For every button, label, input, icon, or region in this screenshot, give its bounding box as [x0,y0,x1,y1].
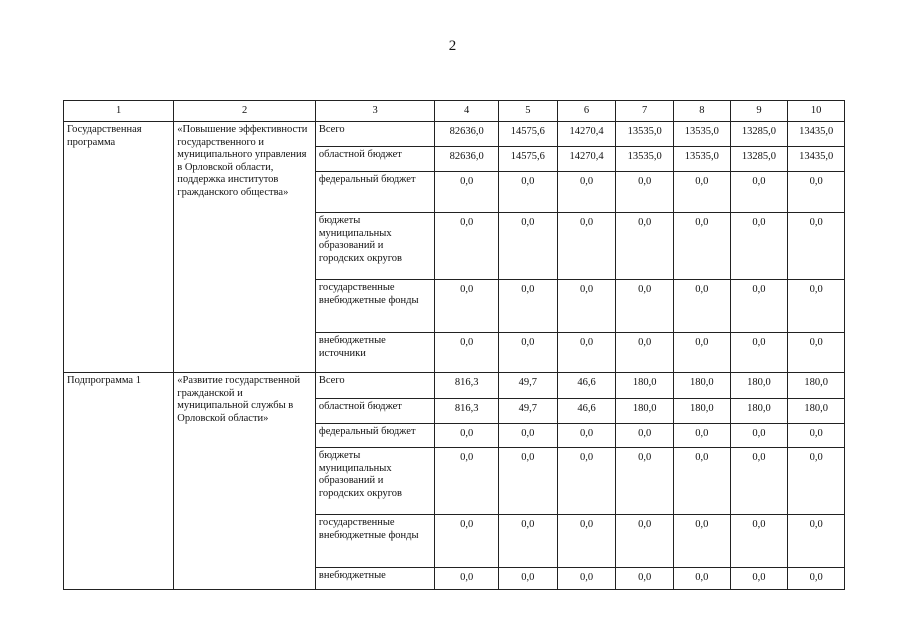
value-cell: 13535,0 [674,122,731,147]
value-cell: 0,0 [616,333,674,373]
header-cell: 10 [788,101,845,122]
value-cell: 13535,0 [616,147,674,172]
value-cell: 49,7 [499,399,558,424]
value-cell: 816,3 [435,373,499,399]
value-cell: 0,0 [616,172,674,213]
funding-source: областной бюджет [315,147,434,172]
value-cell: 0,0 [730,568,788,590]
value-cell: 0,0 [616,568,674,590]
value-cell: 0,0 [557,172,616,213]
header-cell: 3 [315,101,434,122]
value-cell: 0,0 [435,280,499,333]
funding-source: федеральный бюджет [315,424,434,448]
value-cell: 0,0 [557,515,616,568]
value-cell: 0,0 [499,213,558,280]
value-cell: 0,0 [730,424,788,448]
value-cell: 82636,0 [435,122,499,147]
program-name: «Повышение эффективности государственного и муниципального управления в Орловской области, поддержка институтов гражданского общества» [174,122,316,373]
value-cell: 0,0 [730,448,788,515]
value-cell: 0,0 [730,172,788,213]
value-cell: 0,0 [674,424,731,448]
value-cell: 0,0 [499,448,558,515]
value-cell: 180,0 [616,399,674,424]
value-cell: 14270,4 [557,147,616,172]
value-cell: 0,0 [616,448,674,515]
value-cell: 0,0 [674,172,731,213]
funding-source: федеральный бюджет [315,172,434,213]
header-cell: 8 [674,101,731,122]
value-cell: 0,0 [674,568,731,590]
program-type: Государственная программа [64,122,174,373]
value-cell: 180,0 [788,399,845,424]
value-cell: 180,0 [674,399,731,424]
value-cell: 82636,0 [435,147,499,172]
header-cell: 5 [499,101,558,122]
value-cell: 0,0 [788,213,845,280]
value-cell: 0,0 [674,213,731,280]
value-cell: 0,0 [499,515,558,568]
value-cell: 0,0 [557,568,616,590]
value-cell: 0,0 [435,172,499,213]
value-cell: 180,0 [730,373,788,399]
header-row [64,101,845,122]
value-cell: 0,0 [435,515,499,568]
value-cell: 0,0 [730,213,788,280]
value-cell: 0,0 [435,424,499,448]
value-cell: 49,7 [499,373,558,399]
value-cell: 13285,0 [730,147,788,172]
value-cell: 0,0 [499,568,558,590]
header-cell: 9 [730,101,788,122]
value-cell: 14270,4 [557,122,616,147]
value-cell: 0,0 [499,333,558,373]
value-cell: 0,0 [674,515,731,568]
value-cell: 14575,6 [499,147,558,172]
value-cell: 0,0 [557,333,616,373]
value-cell: 0,0 [788,568,845,590]
value-cell: 0,0 [499,172,558,213]
value-cell: 0,0 [557,213,616,280]
header-cell: 2 [174,101,316,122]
value-cell: 0,0 [499,424,558,448]
value-cell: 13435,0 [788,147,845,172]
header-cell: 7 [616,101,674,122]
value-cell: 0,0 [674,333,731,373]
value-cell: 13535,0 [616,122,674,147]
header-cell: 1 [64,101,174,122]
table-row [64,373,845,399]
funding-source: внебюджетные источники [315,333,434,373]
value-cell: 0,0 [557,424,616,448]
value-cell: 0,0 [730,280,788,333]
value-cell: 180,0 [730,399,788,424]
value-cell: 0,0 [435,213,499,280]
program-type: Подпрограмма 1 [64,373,174,590]
value-cell: 816,3 [435,399,499,424]
value-cell: 0,0 [788,280,845,333]
value-cell: 0,0 [557,448,616,515]
header-cell: 6 [557,101,616,122]
value-cell: 0,0 [730,515,788,568]
funding-source: Всего [315,122,434,147]
value-cell: 0,0 [499,280,558,333]
value-cell: 180,0 [674,373,731,399]
value-cell: 0,0 [435,333,499,373]
value-cell: 0,0 [674,448,731,515]
value-cell: 13535,0 [674,147,731,172]
value-cell: 0,0 [435,568,499,590]
funding-source: бюджеты муниципальных образований и городских округов [315,213,434,280]
value-cell: 0,0 [788,448,845,515]
value-cell: 180,0 [788,373,845,399]
value-cell: 14575,6 [499,122,558,147]
funding-source: внебюджетные [315,568,434,590]
value-cell: 46,6 [557,373,616,399]
funding-source: областной бюджет [315,399,434,424]
value-cell: 0,0 [788,333,845,373]
value-cell: 0,0 [557,280,616,333]
value-cell: 0,0 [616,424,674,448]
value-cell: 180,0 [616,373,674,399]
value-cell: 0,0 [788,515,845,568]
value-cell: 0,0 [674,280,731,333]
budget-table [63,100,845,590]
header-cell: 4 [435,101,499,122]
value-cell: 0,0 [616,280,674,333]
funding-source: государственные внебюджетные фонды [315,280,434,333]
value-cell: 0,0 [788,424,845,448]
value-cell: 0,0 [730,333,788,373]
value-cell: 0,0 [788,172,845,213]
funding-source: бюджеты муниципальных образований и городских округов [315,448,434,515]
funding-source: государственные внебюджетные фонды [315,515,434,568]
program-name: «Развитие государственной гражданской и муниципальной службы в Орловской области» [174,373,316,590]
value-cell: 13285,0 [730,122,788,147]
value-cell: 46,6 [557,399,616,424]
page-number: 2 [448,38,457,54]
value-cell: 0,0 [616,515,674,568]
table-row [64,122,845,147]
value-cell: 0,0 [435,448,499,515]
funding-source: Всего [315,373,434,399]
value-cell: 13435,0 [788,122,845,147]
value-cell: 0,0 [616,213,674,280]
